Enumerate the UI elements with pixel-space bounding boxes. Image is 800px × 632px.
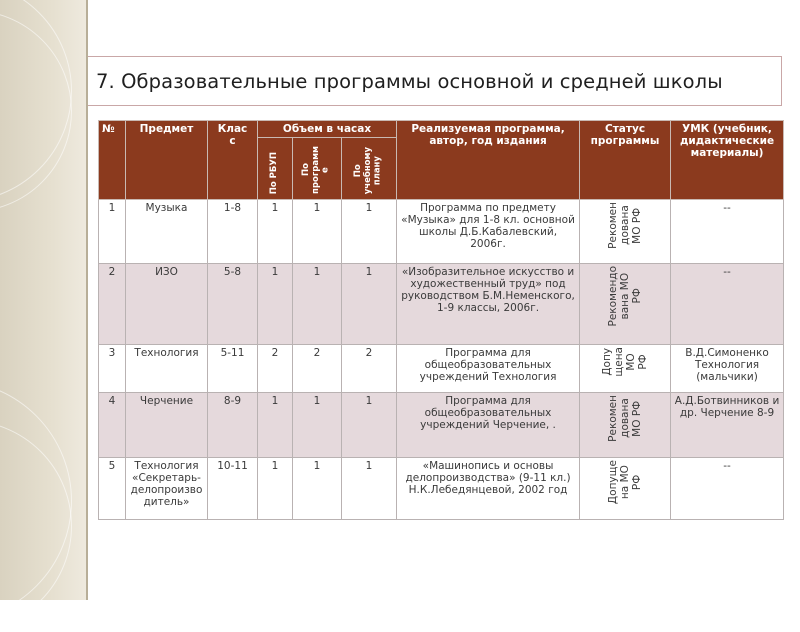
cell-program-hours: 1: [293, 457, 342, 519]
cell-program-hours: 2: [293, 344, 342, 392]
cell-umk: --: [671, 264, 784, 345]
cell-num: 4: [99, 393, 126, 457]
cell-rbup: 1: [258, 393, 293, 457]
cell-grade: 1-8: [208, 200, 258, 264]
cell-program-hours: 1: [293, 200, 342, 264]
cell-program: Программа по предмету «Музыка» для 1-8 кл. основной школы Д.Б.Кабалевский, 2006г.: [397, 200, 580, 264]
cell-status: [580, 344, 671, 392]
cell-num: 1: [99, 200, 126, 264]
cell-status: [580, 264, 671, 345]
cell-status-text: Рекомен дована МО РФ: [606, 202, 644, 249]
table-row: [99, 200, 784, 264]
table-row: [99, 264, 784, 345]
table-row: [99, 457, 784, 519]
cell-grade: 10-11: [208, 457, 258, 519]
cell-subject: Технология «Секретарь-делопроизво дитель»: [126, 457, 208, 519]
cell-rbup: 1: [258, 200, 293, 264]
cell-plan: 2: [342, 344, 397, 392]
header-hours-group: Объем в часах: [258, 121, 397, 138]
header-subject: Предмет: [126, 121, 208, 200]
header-program: Реализуемая программа, автор, год издания: [397, 121, 580, 200]
cell-rbup: 1: [258, 457, 293, 519]
cell-umk: В.Д.Симоненко Технология (мальчики): [671, 344, 784, 392]
cell-status: [580, 393, 671, 457]
cell-status-text: Рекомен дована МО РФ: [606, 395, 644, 442]
title-box: [88, 56, 782, 106]
cell-umk: А.Д.Ботвинников и др. Черчение 8-9: [671, 393, 784, 457]
header-hours-rbup: [258, 138, 293, 200]
cell-program: Программа для общеобразовательных учреждений Черчение, .: [397, 393, 580, 457]
decorative-arc: [0, 10, 72, 212]
header-umk: УМК (учебник, дидактические материалы): [671, 121, 784, 200]
slide-title: 7. Образовательные программы основной и средней школы: [96, 69, 723, 93]
cell-status-text: Рекомендо вана МО РФ: [606, 266, 644, 327]
cell-subject: Черчение: [126, 393, 208, 457]
cell-grade: 5-8: [208, 264, 258, 345]
cell-program-hours: 1: [293, 264, 342, 345]
programs-table: [98, 120, 784, 520]
cell-status: [580, 457, 671, 519]
cell-status-text: Допуще на МО РФ: [606, 459, 644, 504]
cell-program: «Изобразительное искусство и художественный труд» под руководством Б.М.Неменского, 1-9 классы, 2006г.: [397, 264, 580, 345]
decorative-side-band: [0, 0, 88, 600]
cell-subject: ИЗО: [126, 264, 208, 345]
header-grade: [208, 121, 258, 200]
cell-grade: 8-9: [208, 393, 258, 457]
cell-program: Программа для общеобразовательных учреждений Технология: [397, 344, 580, 392]
header-hours-rbup-text: По РБУП: [269, 151, 280, 194]
cell-num: 2: [99, 264, 126, 345]
cell-umk: --: [671, 200, 784, 264]
cell-subject: Технология: [126, 344, 208, 392]
cell-grade: 5-11: [208, 344, 258, 392]
cell-plan: 1: [342, 200, 397, 264]
header-hours-program: [293, 138, 342, 200]
table-row: [99, 344, 784, 392]
cell-plan: 1: [342, 457, 397, 519]
cell-rbup: 1: [258, 264, 293, 345]
cell-subject: Музыка: [126, 200, 208, 264]
cell-program-hours: 1: [293, 393, 342, 457]
header-hours-plan: [342, 138, 397, 200]
cell-status-text: Допу щена МО РФ: [600, 346, 650, 377]
header-hours-program-text: По программ е: [301, 146, 331, 194]
header-hours-plan-text: По учебному плану: [353, 146, 383, 194]
cell-num: 5: [99, 457, 126, 519]
header-status: Статус программы: [580, 121, 671, 200]
header-num: №: [99, 121, 126, 200]
cell-rbup: 2: [258, 344, 293, 392]
cell-num: 3: [99, 344, 126, 392]
cell-umk: --: [671, 457, 784, 519]
cell-status: [580, 200, 671, 264]
cell-plan: 1: [342, 264, 397, 345]
cell-plan: 1: [342, 393, 397, 457]
header-grade-text: Клас с: [217, 123, 248, 147]
table-row: [99, 393, 784, 457]
cell-program: «Машинопись и основы делопроизводства» (9-11 кл.) Н.К.Лебедянцевой, 2002 год: [397, 457, 580, 519]
